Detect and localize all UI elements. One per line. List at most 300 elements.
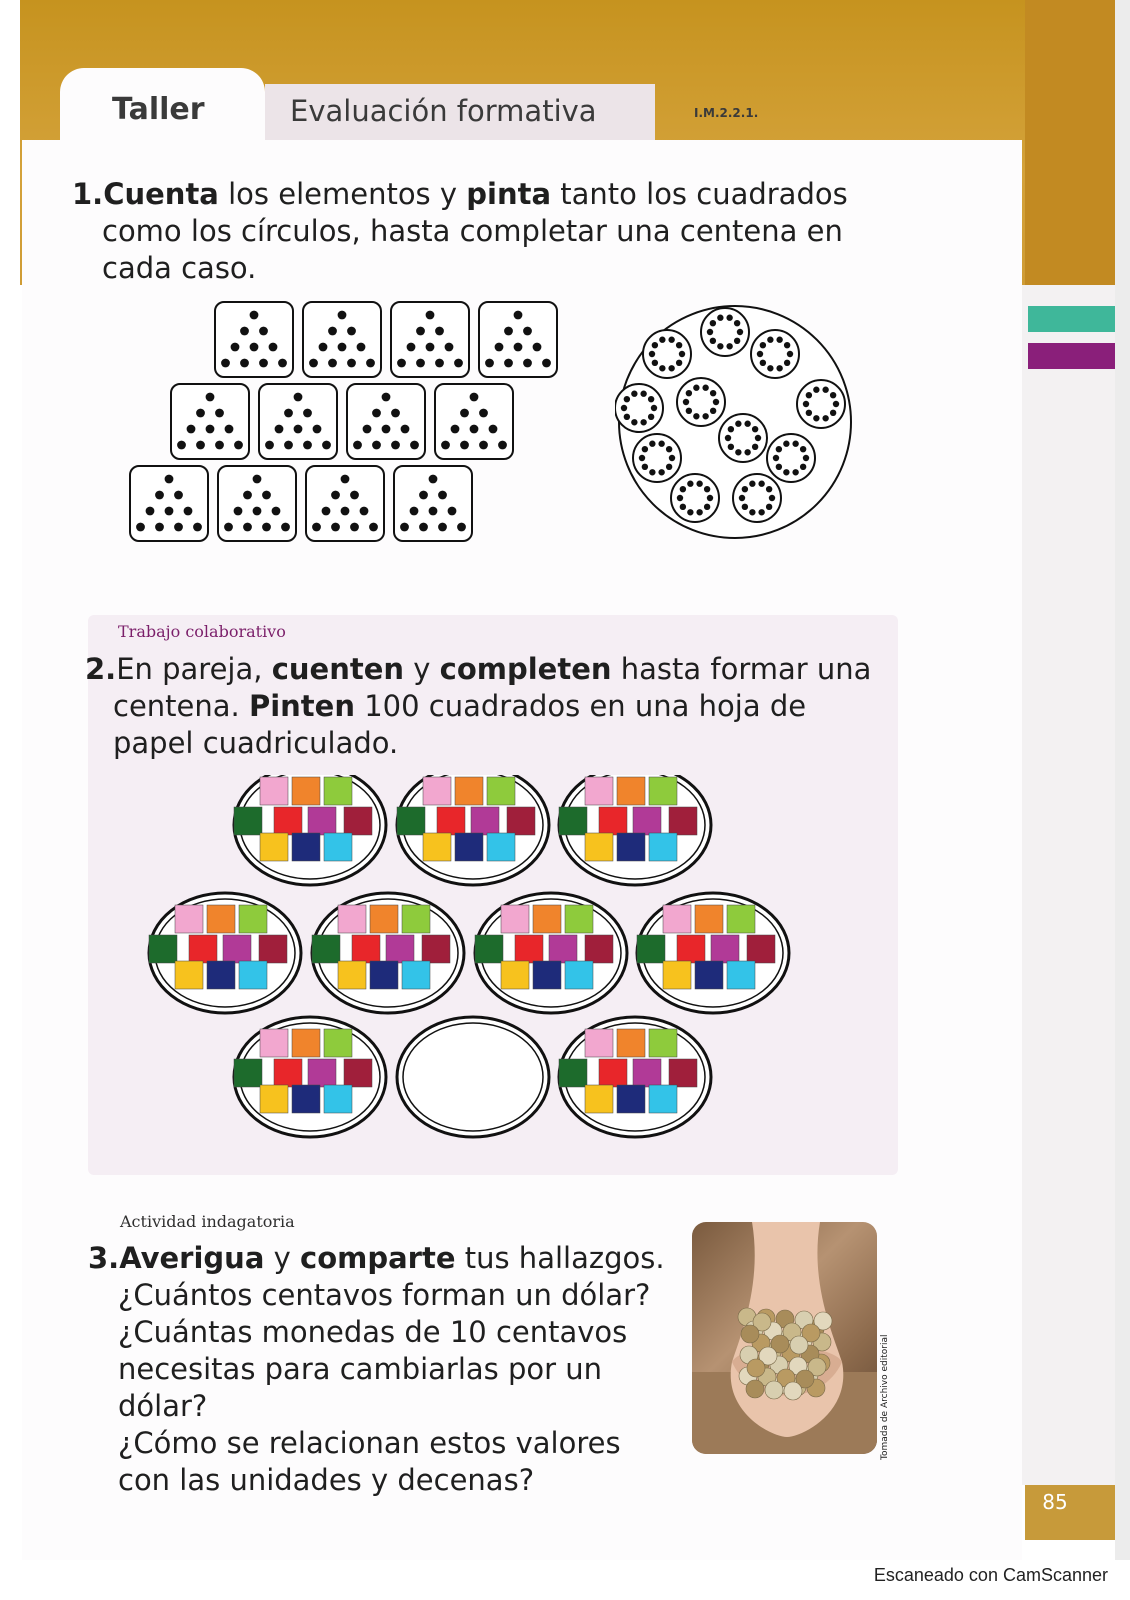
q2-text-c: hasta formar una [611, 652, 872, 686]
skill-code: I.M.2.2.1. [694, 106, 759, 120]
colored-square [455, 777, 483, 805]
dot-circles-figure [615, 298, 855, 546]
teal-band [1028, 306, 1115, 332]
dot [735, 421, 741, 427]
dot [621, 405, 627, 411]
dot [649, 441, 655, 447]
colored-square [423, 833, 451, 861]
colored-square [207, 905, 235, 933]
dot [350, 491, 359, 500]
dot [806, 410, 812, 416]
coin [746, 1380, 764, 1398]
dot [410, 441, 419, 450]
colored-square [727, 905, 755, 933]
dot [767, 365, 773, 371]
colored-square [727, 961, 755, 989]
dot [739, 495, 745, 501]
dot [696, 481, 702, 487]
dot [146, 507, 155, 516]
dot [184, 507, 193, 516]
colored-square [312, 935, 340, 963]
dot [514, 343, 523, 352]
dot [680, 486, 686, 492]
dot [341, 507, 350, 516]
dot [341, 475, 350, 484]
dot [489, 425, 498, 434]
dot [658, 441, 664, 447]
dot [683, 399, 689, 405]
dot [631, 419, 637, 425]
q2-verb-cuenten: cuenten [271, 652, 405, 686]
dot [776, 337, 782, 343]
colored-square [649, 833, 677, 861]
q2-text-b: y [404, 652, 440, 686]
dot [360, 507, 369, 516]
colored-square [352, 935, 380, 963]
colored-square [617, 833, 645, 861]
colored-square [189, 935, 217, 963]
colored-square [149, 935, 177, 963]
dot [253, 507, 262, 516]
dot [234, 441, 243, 450]
colored-square [175, 961, 203, 989]
dot [240, 359, 249, 368]
dot [206, 425, 215, 434]
dot [652, 360, 658, 366]
dot-squares-figure [125, 300, 585, 552]
dot [658, 469, 664, 475]
dot [312, 523, 321, 532]
coin [784, 1382, 802, 1400]
dot [702, 385, 708, 391]
dot [813, 387, 819, 393]
q1-line3: cada caso. [102, 251, 257, 285]
dot [303, 409, 312, 418]
colored-square [585, 1085, 613, 1113]
dot [769, 495, 775, 501]
colored-square [239, 905, 267, 933]
dot [419, 523, 428, 532]
dot [470, 393, 479, 402]
dot [776, 365, 782, 371]
colored-square [259, 935, 287, 963]
tab-evaluacion-label: Evaluación formativa [290, 94, 597, 128]
dot [303, 441, 312, 450]
question-2 [85, 651, 895, 762]
colored-square [487, 777, 515, 805]
dot [319, 343, 328, 352]
q3-line3: ¿Cuántas monedas de 10 centavos [118, 1315, 628, 1349]
dot [710, 408, 716, 414]
colored-square [649, 1085, 677, 1113]
dot [272, 507, 281, 516]
dot [676, 360, 682, 366]
dot [648, 414, 654, 420]
colored-square [533, 961, 561, 989]
colored-square [585, 833, 613, 861]
dot [366, 359, 375, 368]
q3-verb-averigua: Averigua [119, 1241, 265, 1275]
dot [710, 390, 716, 396]
colored-square [260, 1085, 288, 1113]
dot [725, 435, 731, 441]
colored-square [324, 777, 352, 805]
dot [426, 343, 435, 352]
actividad-indagatoria-label: Actividad indagatoria [120, 1212, 295, 1231]
dot [726, 315, 732, 321]
colored-square [274, 1059, 302, 1087]
q1-line2: como los círculos, hasta completar una centena en [102, 214, 843, 248]
dot [322, 441, 331, 450]
dot [215, 409, 224, 418]
dot [259, 327, 268, 336]
colored-square [669, 807, 697, 835]
question-3 [88, 1240, 678, 1499]
dot [407, 343, 416, 352]
dot [783, 469, 789, 475]
tab-evaluacion [265, 84, 655, 140]
colored-square [585, 777, 613, 805]
dot [250, 343, 259, 352]
coin [747, 1359, 765, 1377]
colored-square [338, 961, 366, 989]
colored-square [308, 807, 336, 835]
dot [668, 337, 674, 343]
colored-square [565, 905, 593, 933]
dot [542, 359, 551, 368]
colored-square [402, 961, 430, 989]
dot [822, 387, 828, 393]
dot [265, 441, 274, 450]
coins-hands-illustration [692, 1222, 877, 1454]
dot [749, 481, 755, 487]
colored-square [695, 961, 723, 989]
colored-square [402, 905, 430, 933]
dot [792, 441, 798, 447]
camscanner-footer: Escaneado con CamScanner [873, 1565, 1108, 1585]
dot [460, 441, 469, 450]
q3-text-a: y [264, 1241, 301, 1275]
q1-text-b: tanto los cuadrados [551, 177, 848, 211]
colored-square [370, 905, 398, 933]
colored-square [175, 905, 203, 933]
dot [822, 415, 828, 421]
dot [784, 342, 790, 348]
colored-square [711, 935, 739, 963]
dot [347, 359, 356, 368]
dot [693, 385, 699, 391]
colored-square [585, 1029, 613, 1057]
photo-credit: Tomada de Archivo editorial [880, 1334, 890, 1460]
dot [281, 523, 290, 532]
dot [523, 359, 532, 368]
colored-square [533, 905, 561, 933]
dot [693, 413, 699, 419]
dot [642, 464, 648, 470]
colored-square [292, 1029, 320, 1057]
dot [294, 425, 303, 434]
q2-line3: papel cuadriculado. [113, 726, 399, 760]
dot [338, 311, 347, 320]
dot [640, 419, 646, 425]
colored-square [239, 961, 267, 989]
q2-text-a: En pareja, [116, 652, 272, 686]
colored-square [260, 833, 288, 861]
tab-taller [60, 68, 265, 148]
dot [707, 329, 713, 335]
colored-square [637, 935, 665, 963]
colored-square [617, 1085, 645, 1113]
dot [416, 359, 425, 368]
dot [668, 365, 674, 371]
dot [728, 426, 734, 432]
q3-number: 3. [88, 1241, 120, 1275]
dot [331, 523, 340, 532]
dot [800, 464, 806, 470]
colored-square [260, 777, 288, 805]
q1-verb-pinta: pinta [466, 177, 552, 211]
dot [800, 446, 806, 452]
dot [309, 359, 318, 368]
colored-square [585, 935, 613, 963]
dot [460, 409, 469, 418]
colored-square [475, 935, 503, 963]
dot [758, 481, 764, 487]
dot [830, 392, 836, 398]
colored-square [649, 777, 677, 805]
colored-square [223, 935, 251, 963]
dot [760, 360, 766, 366]
dot [435, 359, 444, 368]
dot [757, 351, 763, 357]
colored-square [649, 1029, 677, 1057]
dot [806, 392, 812, 398]
dot [234, 507, 243, 516]
dot [231, 343, 240, 352]
dot [734, 320, 740, 326]
dot [651, 405, 657, 411]
dot [438, 523, 447, 532]
colored-square [234, 807, 262, 835]
dot [369, 523, 378, 532]
dot [773, 455, 779, 461]
dot [648, 396, 654, 402]
colored-square [344, 807, 372, 835]
dot [372, 409, 381, 418]
dot [429, 507, 438, 516]
dot [639, 455, 645, 461]
dot [744, 421, 750, 427]
dot [803, 401, 809, 407]
dot [215, 441, 224, 450]
q3-line2: ¿Cuántos centavos forman un dólar? [118, 1278, 651, 1312]
dot [659, 365, 665, 371]
dot [504, 327, 513, 336]
dot [752, 426, 758, 432]
coin [765, 1381, 783, 1399]
dot [784, 360, 790, 366]
q3-line4: necesitas para cambiarlas por un [118, 1352, 603, 1386]
q2-text-e: 100 cuadrados en una hoja de [355, 689, 807, 723]
dot [624, 396, 630, 402]
colored-square [338, 905, 366, 933]
dot [792, 469, 798, 475]
dot [206, 393, 215, 402]
colored-squares-ovals-figure [145, 775, 825, 1175]
colored-square [422, 935, 450, 963]
dot [676, 342, 682, 348]
dot [382, 425, 391, 434]
colored-square [455, 833, 483, 861]
colored-square [677, 935, 705, 963]
dot [165, 475, 174, 484]
dot [485, 359, 494, 368]
dot [776, 464, 782, 470]
dot [803, 455, 809, 461]
dot [783, 441, 789, 447]
dot [174, 523, 183, 532]
trabajo-colaborativo-label: Trabajo colaborativo [118, 622, 286, 641]
dot [391, 409, 400, 418]
colored-square [471, 807, 499, 835]
dot [416, 327, 425, 336]
dot [328, 327, 337, 336]
dot [240, 327, 249, 336]
dot [225, 425, 234, 434]
dot [760, 342, 766, 348]
dot [397, 359, 406, 368]
colored-square [501, 905, 529, 933]
dot [382, 393, 391, 402]
dot [766, 504, 772, 510]
dot [631, 391, 637, 397]
dot [426, 311, 435, 320]
dot [833, 401, 839, 407]
colored-square [559, 807, 587, 835]
coins-in-hands-photo [692, 1222, 877, 1454]
dot [687, 509, 693, 515]
dot [758, 509, 764, 515]
dot [275, 425, 284, 434]
dot [755, 435, 761, 441]
colored-square [633, 1059, 661, 1087]
dot [666, 464, 672, 470]
q2-number: 2. [85, 652, 117, 686]
q1-number: 1. [72, 177, 104, 211]
dot [479, 409, 488, 418]
dot [259, 359, 268, 368]
colored-square [344, 1059, 372, 1087]
dot [533, 343, 542, 352]
dot [498, 441, 507, 450]
dot [262, 523, 271, 532]
dot [400, 523, 409, 532]
dot [830, 410, 836, 416]
dot [347, 327, 356, 336]
colored-square [617, 1029, 645, 1057]
dot [372, 441, 381, 450]
dot [726, 343, 732, 349]
q3-line5: dólar? [118, 1389, 208, 1423]
dot [737, 329, 743, 335]
q3-line6: ¿Cómo se relacionan estos valores [118, 1426, 621, 1460]
dot [642, 446, 648, 452]
coin [741, 1325, 759, 1343]
dot [221, 359, 230, 368]
dot [451, 425, 460, 434]
dot [363, 425, 372, 434]
dot [457, 523, 466, 532]
dot [331, 491, 340, 500]
dot [174, 491, 183, 500]
dot [813, 415, 819, 421]
dot [523, 327, 532, 336]
question-1 [72, 176, 912, 287]
dot [504, 359, 513, 368]
dot [717, 343, 723, 349]
dot [704, 504, 710, 510]
oval [397, 1017, 549, 1137]
dot [710, 338, 716, 344]
dot [294, 393, 303, 402]
dot [696, 509, 702, 515]
colored-square [308, 1059, 336, 1087]
dot [284, 441, 293, 450]
dot [767, 337, 773, 343]
dot [677, 495, 683, 501]
dot [357, 343, 366, 352]
colored-square [437, 807, 465, 835]
colored-square [565, 961, 593, 989]
colored-square [559, 1059, 587, 1087]
dot [749, 509, 755, 515]
dot [713, 399, 719, 405]
dot [155, 523, 164, 532]
dot [659, 337, 665, 343]
dot [401, 425, 410, 434]
dot [787, 351, 793, 357]
q3-verb-comparte: comparte [300, 1241, 456, 1275]
dot [649, 469, 655, 475]
colored-square [207, 961, 235, 989]
q1-text-a: los elementos y [218, 177, 467, 211]
dot [250, 311, 259, 320]
dot [752, 444, 758, 450]
dot [445, 343, 454, 352]
dot [441, 441, 450, 450]
colored-square [515, 935, 543, 963]
dot [707, 495, 713, 501]
dot [410, 507, 419, 516]
q2-verb-pinten: Pinten [248, 689, 355, 723]
colored-square [617, 777, 645, 805]
dot [419, 491, 428, 500]
colored-square [747, 935, 775, 963]
dot [435, 327, 444, 336]
dot [652, 342, 658, 348]
colored-square [507, 807, 535, 835]
dot [313, 425, 322, 434]
colored-square [324, 833, 352, 861]
tab-taller-label: Taller [112, 92, 205, 127]
colored-square [397, 807, 425, 835]
dot [177, 441, 186, 450]
dot [278, 359, 287, 368]
dot [640, 391, 646, 397]
dot [649, 351, 655, 357]
right-margin [1115, 0, 1130, 1560]
dot [686, 408, 692, 414]
